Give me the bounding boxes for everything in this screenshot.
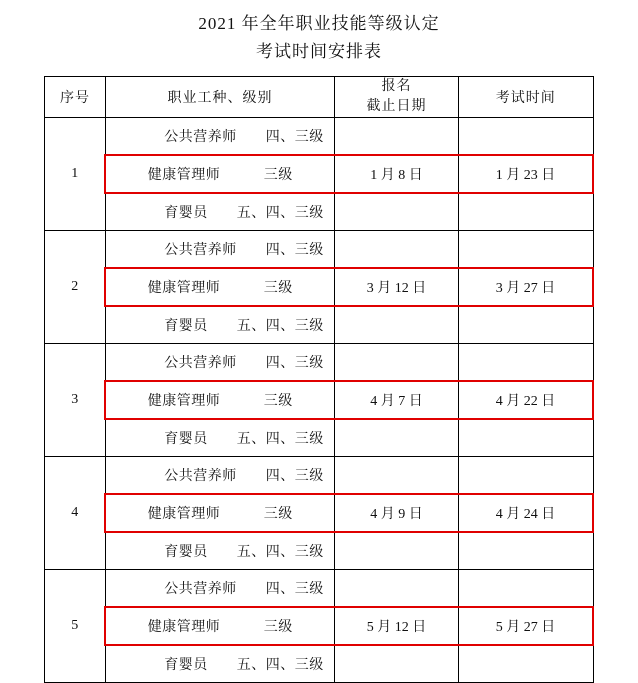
table-row (45, 193, 594, 231)
cell-registration-deadline (335, 231, 459, 269)
table-header (45, 77, 594, 118)
cell-registration-deadline: 1 月 8 日 (335, 155, 459, 193)
cell-exam-date (458, 570, 593, 608)
cell-registration-deadline (335, 645, 459, 683)
header-row (45, 77, 594, 118)
cell-exam-date (458, 344, 593, 382)
cell-job-title: 公共营养师 四、三级 (105, 231, 334, 269)
table-row (45, 268, 594, 306)
cell-exam-date (458, 645, 593, 683)
table-row (45, 381, 594, 419)
cell-registration-deadline (335, 570, 459, 608)
cell-job-title: 育婴员 五、四、三级 (105, 193, 334, 231)
cell-registration-deadline (335, 419, 459, 457)
header-cell-exam: 考试时间 (458, 77, 593, 118)
cell-job-title: 育婴员 五、四、三级 (105, 419, 334, 457)
cell-exam-date: 4 月 22 日 (458, 381, 593, 419)
table-row (45, 118, 594, 156)
cell-registration-deadline: 4 月 9 日 (335, 494, 459, 532)
table-row (45, 419, 594, 457)
cell-exam-date (458, 193, 593, 231)
cell-exam-date (458, 231, 593, 269)
cell-registration-deadline (335, 193, 459, 231)
table-row (45, 344, 594, 382)
table-body (45, 118, 594, 683)
cell-sequence-number: 1 (45, 118, 106, 231)
header-deadline-line2: 截止日期 (366, 99, 427, 114)
cell-job-title: 健康管理师 三级 (105, 268, 334, 306)
cell-exam-date (458, 419, 593, 457)
cell-exam-date (458, 532, 593, 570)
cell-registration-deadline: 3 月 12 日 (335, 268, 459, 306)
table-row (45, 155, 594, 193)
cell-exam-date (458, 118, 593, 156)
table-row (45, 607, 594, 645)
cell-registration-deadline (335, 344, 459, 382)
cell-job-title: 健康管理师 三级 (105, 494, 334, 532)
cell-registration-deadline: 5 月 12 日 (335, 607, 459, 645)
cell-exam-date: 4 月 24 日 (458, 494, 593, 532)
table-row (45, 457, 594, 495)
cell-job-title: 公共营养师 四、三级 (105, 457, 334, 495)
cell-exam-date: 1 月 23 日 (458, 155, 593, 193)
cell-exam-date (458, 306, 593, 344)
table-row (45, 494, 594, 532)
table-row (45, 306, 594, 344)
document-title (0, 0, 638, 66)
cell-registration-deadline (335, 306, 459, 344)
table-row (45, 645, 594, 683)
cell-exam-date: 5 月 27 日 (458, 607, 593, 645)
header-cell-job: 职业工种、级别 (105, 77, 334, 118)
schedule-table (44, 76, 594, 683)
cell-sequence-number: 2 (45, 231, 106, 344)
title-line-2: 考试时间安排表 (256, 42, 382, 61)
cell-registration-deadline (335, 118, 459, 156)
cell-job-title: 育婴员 五、四、三级 (105, 532, 334, 570)
cell-job-title: 健康管理师 三级 (105, 155, 334, 193)
cell-job-title: 公共营养师 四、三级 (105, 570, 334, 608)
cell-sequence-number: 3 (45, 344, 106, 457)
cell-job-title: 公共营养师 四、三级 (105, 344, 334, 382)
cell-job-title: 健康管理师 三级 (105, 607, 334, 645)
table-row (45, 532, 594, 570)
title-line-1: 2021 年全年职业技能等级认定 (198, 14, 440, 33)
cell-registration-deadline (335, 457, 459, 495)
cell-job-title: 公共营养师 四、三级 (105, 118, 334, 156)
table-row (45, 231, 594, 269)
cell-sequence-number: 4 (45, 457, 106, 570)
header-deadline-line1: 报名 (381, 79, 412, 94)
cell-registration-deadline (335, 532, 459, 570)
table-row (45, 570, 594, 608)
cell-exam-date: 3 月 27 日 (458, 268, 593, 306)
cell-job-title: 健康管理师 三级 (105, 381, 334, 419)
cell-exam-date (458, 457, 593, 495)
cell-sequence-number: 5 (45, 570, 106, 683)
cell-job-title: 育婴员 五、四、三级 (105, 306, 334, 344)
cell-registration-deadline: 4 月 7 日 (335, 381, 459, 419)
cell-job-title: 育婴员 五、四、三级 (105, 645, 334, 683)
schedule-table-wrapper (44, 76, 594, 683)
header-cell-deadline (335, 77, 459, 118)
header-cell-no: 序号 (45, 77, 106, 118)
